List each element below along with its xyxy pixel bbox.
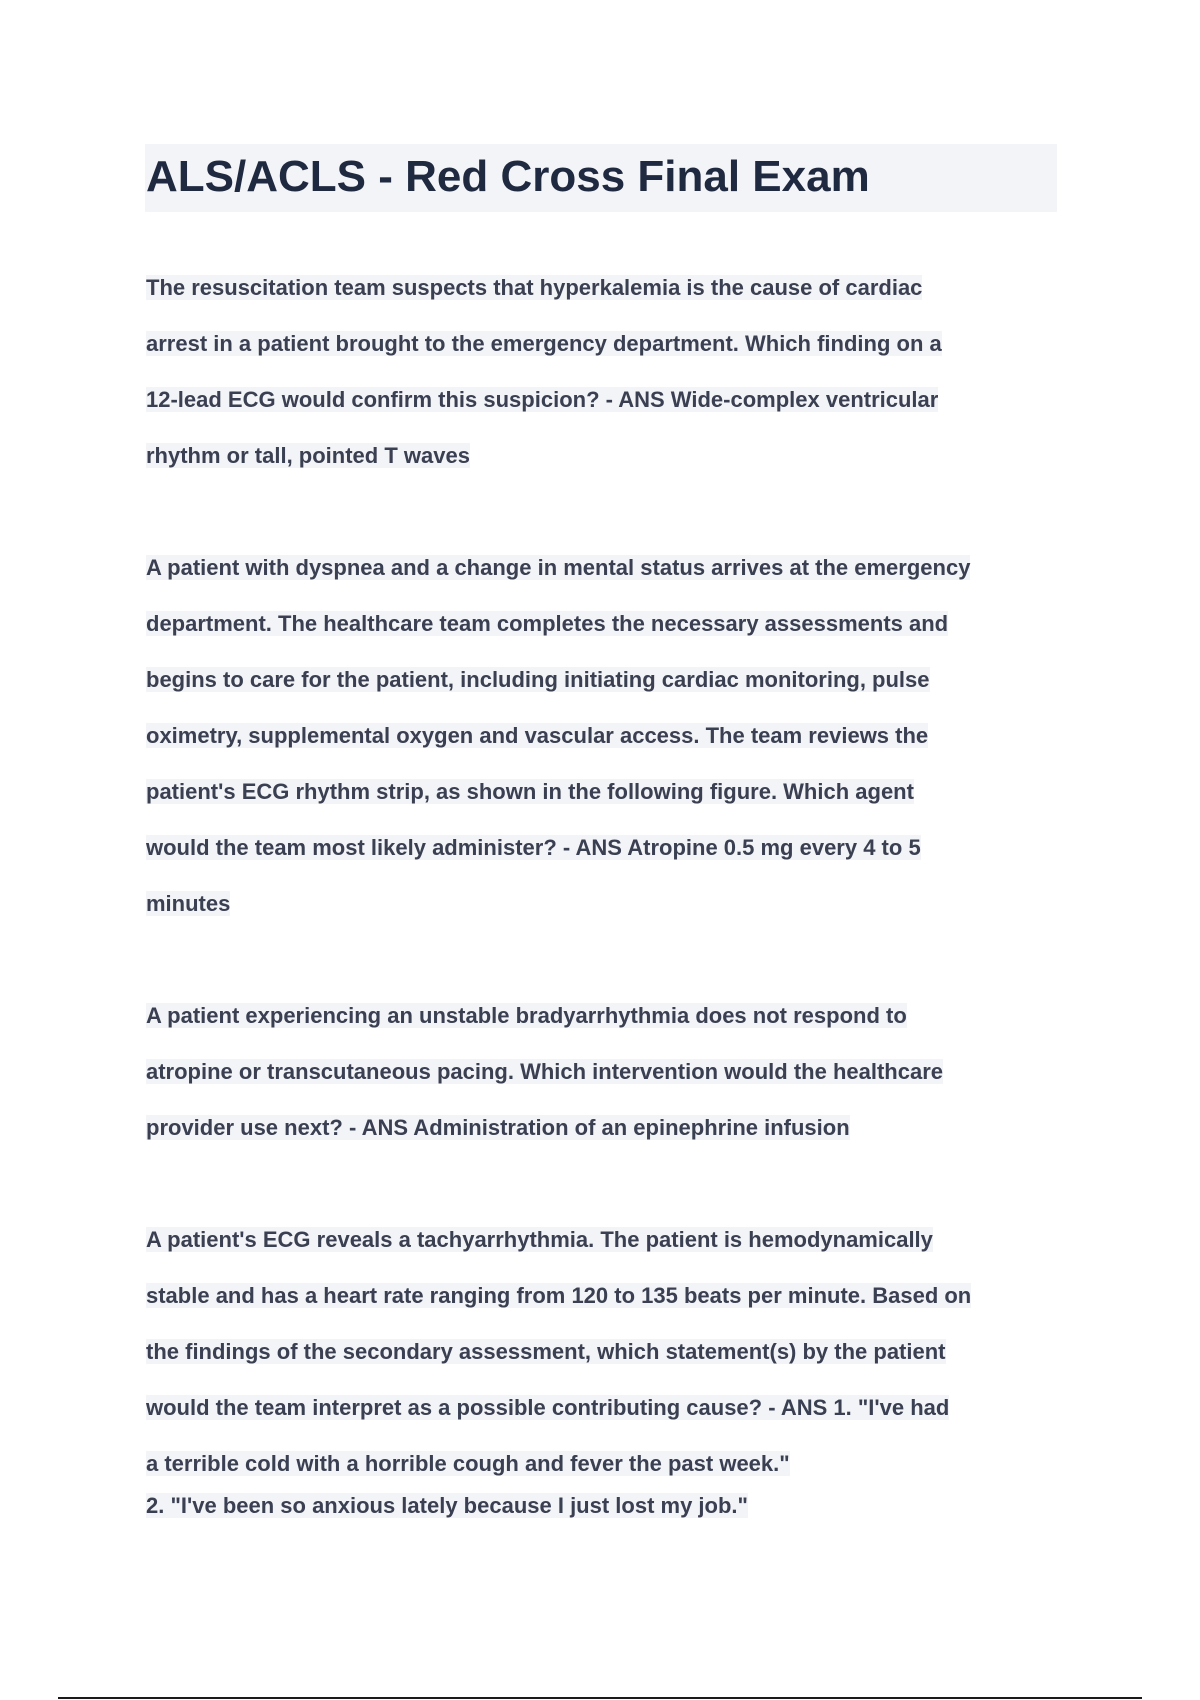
qa-item-3-line-2: atropine or transcutaneous pacing. Which intervention would the healthcare — [146, 1059, 943, 1084]
qa-item-4 — [146, 1212, 1066, 1520]
qa-item-4-line-4: would the team interpret as a possible contributing cause? - ANS 1. "I've had — [146, 1395, 950, 1420]
qa-item-1-line-4: rhythm or tall, pointed T waves — [146, 443, 470, 468]
qa-item-2-line-1: A patient with dyspnea and a change in mental status arrives at the emergency — [146, 555, 971, 580]
qa-item-2-line-2: department. The healthcare team completes the necessary assessments and — [146, 611, 949, 636]
qa-item-2-line-7: minutes — [146, 891, 231, 916]
document-title: ALS/ACLS - Red Cross Final Exam — [146, 152, 870, 201]
qa-item-1 — [146, 260, 1066, 484]
qa-item-2-line-3: begins to care for the patient, including initiating cardiac monitoring, pulse — [146, 667, 930, 692]
qa-item-2-line-6: would the team most likely administer? - ANS Atropine 0.5 mg every 4 to 5 — [146, 835, 921, 860]
qa-item-4-line-5: a terrible cold with a horrible cough and fever the past week." — [146, 1451, 790, 1476]
qa-item-1-line-1: The resuscitation team suspects that hyperkalemia is the cause of cardiac — [146, 275, 923, 300]
qa-item-3-line-1: A patient experiencing an unstable bradyarrhythmia does not respond to — [146, 1003, 907, 1028]
qa-item-4-line-6: 2. "I've been so anxious lately because I just lost my job." — [146, 1493, 748, 1518]
qa-item-4-line-1: A patient's ECG reveals a tachyarrhythmia. The patient is hemodynamically — [146, 1227, 933, 1252]
document-body — [146, 260, 1066, 1576]
qa-item-2-line-4: oximetry, supplemental oxygen and vascular access. The team reviews the — [146, 723, 929, 748]
qa-item-4-line-3: the findings of the secondary assessment, which statement(s) by the patient — [146, 1339, 946, 1364]
qa-item-2 — [146, 540, 1066, 932]
qa-item-4-line-2: stable and has a heart rate ranging from 120 to 135 beats per minute. Based on — [146, 1283, 972, 1308]
qa-item-1-line-3: 12-lead ECG would confirm this suspicion? - ANS Wide-complex ventricular — [146, 387, 939, 412]
footer-divider — [58, 1697, 1142, 1699]
qa-item-3 — [146, 988, 1066, 1156]
qa-item-2-line-5: patient's ECG rhythm strip, as shown in the following figure. Which agent — [146, 779, 914, 804]
qa-item-1-line-2: arrest in a patient brought to the emergency department. Which finding on a — [146, 331, 942, 356]
qa-item-3-line-3: provider use next? - ANS Administration of an epinephrine infusion — [146, 1115, 850, 1140]
